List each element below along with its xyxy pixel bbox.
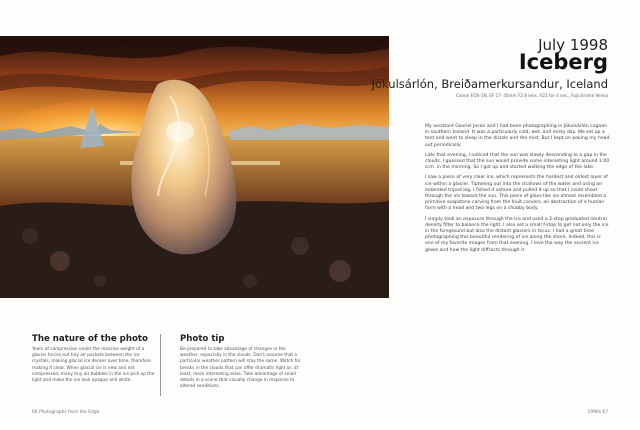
photo-title: Iceberg — [518, 50, 608, 74]
photo-date: July 1998 — [538, 36, 608, 54]
story-paragraph: I saw a piece of very clear ice, which represents the hardest and oldest layer of ice within a glacier. Tiptoeing out into the shallows of the water and using an extended tripod leg, I fished it ashore and pulled it up so that I could shoot through the ice toward the sun. This piece of glass-like ice almost resembled a primitive soapstone carving from the Inuit carvers, an abstraction of a human form with a head and two legs on a chubby body. — [425, 175, 608, 212]
tip-heading: Photo tip — [180, 334, 225, 344]
story-text — [425, 124, 610, 258]
page-number-left: 66 Photographs from the Edge — [32, 410, 100, 415]
story-paragraph: I simply took an exposure through the ice and used a 2-stop graduated neutral density filter to balance the light. I also set a small f-stop to get not only the ice in the foreground but also the distant glaciers in focus. I had a great time photographing this beautiful rendering of ice along the shore. Indeed, this is one of my favorite images from that evening. I love the way the ancient ice glows and how the light diffracts through it. — [425, 216, 609, 253]
nature-text: Years of compression under the massive weight of a glacier forces out tiny air pockets between the ice crystals, making glacial ice denser over time, therefore making it clear. When glacial ice is new and not compressed, many tiny air bubbles in the ice pick up the light and make the ice look opaque and white. — [32, 347, 155, 384]
camera-settings: Canon EOS-1N, EF 17–35mm F2.8 lens, f/22 for 4 sec., Fujichrome Velvia — [456, 93, 608, 98]
tip-text: Be prepared to take advantage of changes in the weather, especially in the clouds. Don't assume that a particular weather pattern will stay the same. Watch for breaks in the clouds that can offer dramatic light or, at least, more interesting skies. Take advantage of small details in a scene that visually change in response to altered conditions. — [180, 347, 301, 390]
story-paragraph: Late that evening, I noticed that the sun was slowly descending to a gap in the clouds. I guessed that the sun would provide some interesting light around 1:00 a.m. in the morning. So I got up and started walking the edge of the lake. — [425, 152, 610, 171]
iceberg-photo — [0, 36, 389, 298]
nature-heading: The nature of the photo — [32, 334, 148, 344]
story-paragraph: My assistant Gavriel Jecan and I had been photographing in Jökulsárlón Lagoon in southern Iceland. It was a particularly cold, wet, and misty day. We set up a tent and went to sleep in the drizzle and the mist. But I kept on poking my head out periodically. — [425, 124, 610, 148]
page-number-right: 1990s 67 — [587, 410, 608, 415]
photo-location: Jökulsárlón, Breiðamerkursandur, Iceland — [371, 77, 608, 91]
iceberg-photo-illustration — [0, 36, 389, 298]
column-divider — [160, 334, 161, 396]
